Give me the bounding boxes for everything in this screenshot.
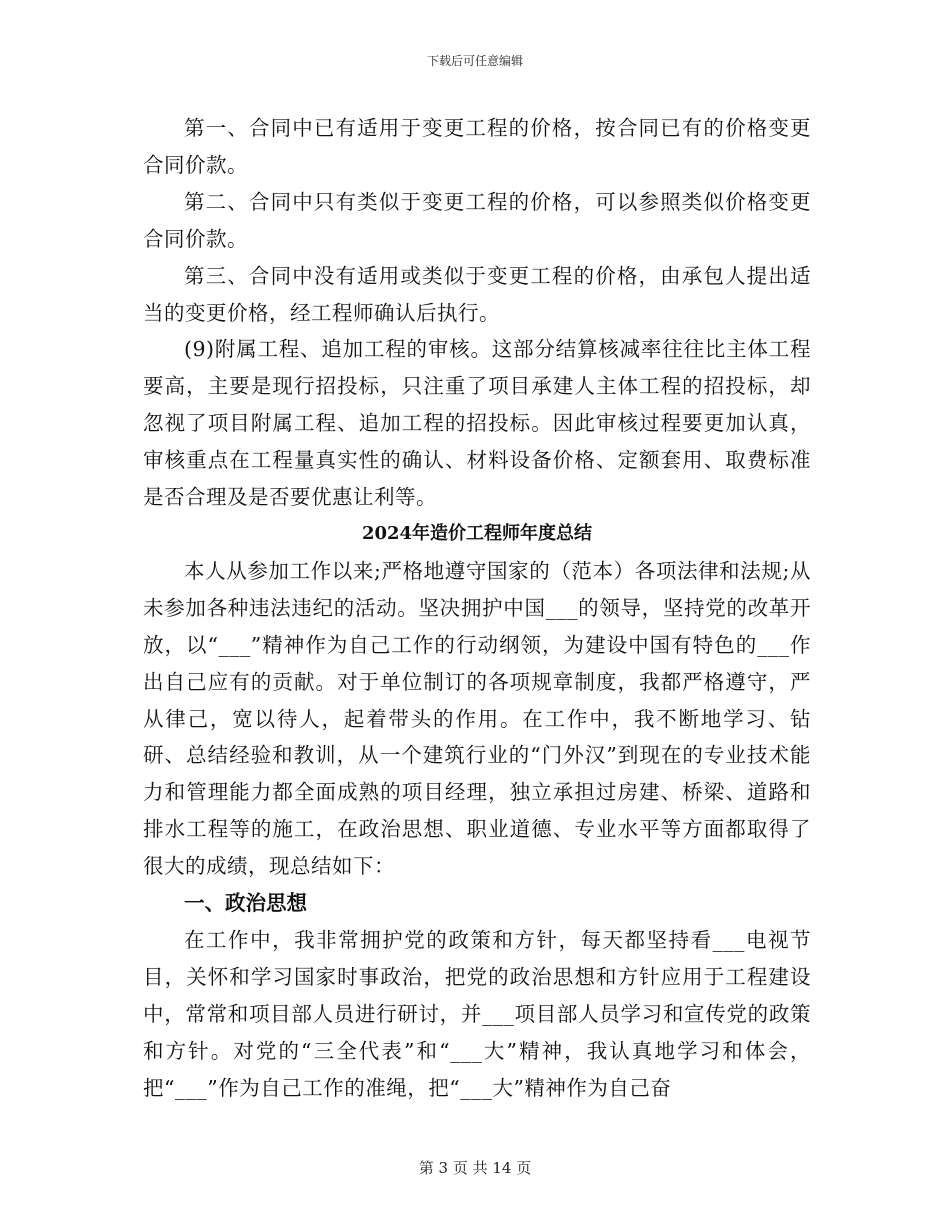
header-note: 下载后可任意编辑	[426, 54, 523, 68]
paragraph-clause-3: 第三、合同中没有适用或类似于变更工程的价格，由承包人提出适当的变更价格，经工程师确认后执行。	[143, 263, 811, 325]
page-number: 第 3 页 共 14 页	[418, 1159, 532, 1177]
document-title: 2024年造价工程师年度总结	[361, 522, 593, 544]
paragraph-political: 在工作中，我非常拥护党的政策和方针，每天都坚持看___电视节目，关怀和学习国家时事政治，把党的政治思想和方针应用于工程建设中，常常和项目部人员进行研讨，并___项目部人员学习和宣传党的政策和方针。对党的“三全代表”和“___大”精神，我认真地学习和体会，把“___”作为自己工作的准绳，把“___大”精神作为自己奋	[143, 927, 811, 1100]
section-heading-political: 一、政治思想	[184, 891, 307, 916]
paragraph-clause-1: 第一、合同中已有适用于变更工程的价格，按合同已有的价格变更合同价款。	[143, 116, 811, 177]
document-body	[143, 110, 811, 1106]
paragraph-clause-2: 第二、合同中只有类似于变更工程的价格，可以参照类似价格变更合同价款。	[143, 189, 811, 251]
paragraph-intro: 本人从参加工作以来;严格地遵守国家的（范本）各项法律和法规;从未参加各种违法违纪的活动。坚决拥护中国___的领导，坚持党的改革开放，以“___”精神作为自己工作的行动纲领，为建设中国有特色的___作出自己应有的贡献。对于单位制订的各项规章制度，我都严格遵守，严从律己，宽以待人，起着带头的作用。在工作中，我不断地学习、钻研、总结经验和教训，从一个建筑行业的“门外汉”到现在的专业技术能力和管理能力都全面成熟的项目经理，独立承担过房建、桥梁、道路和排水工程等的施工，在政治思想、职业道德、专业水平等方面都取得了很大的成绩，现总结如下：	[143, 558, 811, 879]
paragraph-item-9: (9)附属工程、追加工程的审核。这部分结算核减率往往比主体工程要高，主要是现行招投标，只注重了项目承建人主体工程的招投标，却忽视了项目附属工程、追加工程的招投标。因此审核过程要更加认真，审核重点在工程量真实性的确认、材料设备价格、定额套用、取费标准是否合理及是否要优惠让利等。	[143, 337, 811, 510]
